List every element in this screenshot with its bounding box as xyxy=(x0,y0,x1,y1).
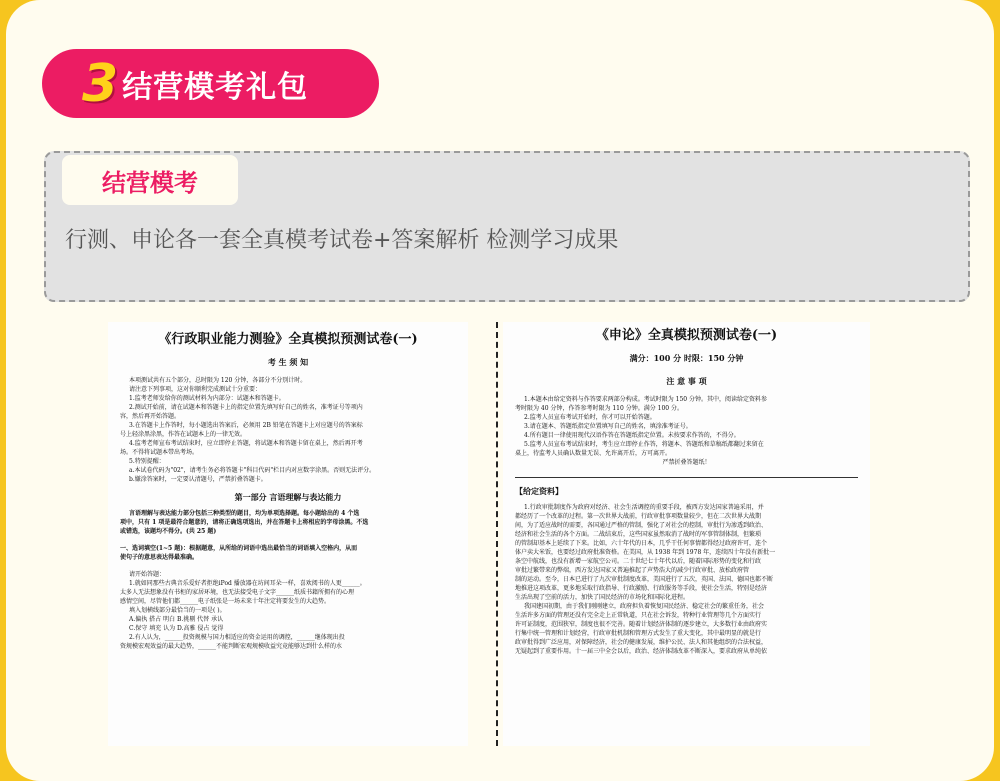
question-line: 1.就如同那些古典音乐爱好者拒绝iPod 播放器在坊间耳朵一样，喜欢阅书的人更______。 xyxy=(129,580,366,587)
question-line: 填入划横线部分最恰当的一项是( )。 xyxy=(129,607,226,614)
shenlun-exam-paper xyxy=(503,322,870,746)
section-intro-line: 言语理解与表达能力部分包括三种类型的题目，均为单项选择题。每小题给出的 4 个选 xyxy=(129,510,360,517)
xingce-exam-paper xyxy=(108,322,468,746)
paper-divider xyxy=(496,322,498,746)
question-line: 太多人无法想象没有书柜的家居环境，也无法接受电子文字______纸质书籍所拥有的心理 xyxy=(120,589,355,596)
material-line: 政审批得到广泛应用，对保障经济，社会的健康发展，维护公民、法人和其他组织的合法权益， xyxy=(515,639,768,646)
question-line: 资规模宏观效益的最大趋势，______不能判断宏观规模收益究竟能够达到什么样的水 xyxy=(120,643,343,650)
notice-line: a.本试卷代码为"02"，请考生务必将答题卡"科目代码"栏目内对应数字涂黑。否则无法评分。 xyxy=(129,467,376,474)
notice-line: 考时限为 40 分钟，作答参考时限为 110 分钟。满分 100 分。 xyxy=(515,405,683,412)
material-line: 行集中统一管理和计划经营，行政审批机制和管理方式发生了重大变化，其中最明显的就是行 xyxy=(515,630,762,637)
material-line: 的管制却基本上延续了下来。比如，六十年代的日本，几乎干任何事情都得经过政府许可，连个 xyxy=(515,540,768,547)
notice-line: 2.监考人员宣布考试开始时，你才可以开始答题。 xyxy=(524,414,656,421)
banner-number: 3 xyxy=(82,53,119,114)
shenlun-paper-title: 《申论》全真模拟预测试卷(一) xyxy=(595,328,778,343)
notice-line: 本项测试共有五个部分，总时限为 120 分钟，各部分不分别计时。 xyxy=(129,377,307,384)
closing-note: 严禁折叠答题纸！ xyxy=(662,459,711,466)
notice-line: 5.特别提醒： xyxy=(129,458,165,465)
notice-line: 5.监考人员宣布考试结束时，考生应立即停止作答，将题本、答题纸和草稿纸都翻过来留在 xyxy=(524,441,764,448)
material-line: 生活许多方面的管理还没有完全走上正常轨道，只在社会诉发，特种行业管理等几个方面实行 xyxy=(515,612,762,619)
material-line: 制的运动。至今，日本已进行了九次审批制度改革，美国进行了五次，英国、法国、德国也都不断 xyxy=(515,576,774,583)
xingce-paper-title: 《行政职业能力测验》全真模拟预测试卷(一) xyxy=(158,332,418,347)
notice-line: 1.监考老师发给你的测试材料为内部分：试题本和答题卡。 xyxy=(129,395,285,402)
section-title: 第一部分 言语理解与表达能力 xyxy=(234,492,342,502)
material-line: 体户卖大米饭，也要经过政府批准资格。在美国，从 1938 年到 1978 年，连续四十年没有新批一 xyxy=(515,549,776,556)
question-line: 2.有人认为，______投资规模与国力相适应的资金运用的调控，______继体现出投 xyxy=(129,634,345,641)
answer-option-line: C.保守 填充 认为 D.高雅 侵占 觉得 xyxy=(129,625,224,632)
page-card xyxy=(6,0,994,781)
notice-line: 4.所有题目一律使用现代汉语作答在答题纸指定位置。未按要求作答的，不得分。 xyxy=(524,432,740,439)
material-line: 地推进这项改革，更多地采取行政指导、行政激励、行政服务等手段，使社会生活，特别是经济 xyxy=(515,585,768,592)
notice-line: 4.监考老师宣布考试结束时，应立即停止答题，将试题本和答题卡留在桌上，然后再开考 xyxy=(129,440,363,447)
mock-exam-description: 行测、申论各一套全真模考试卷+答案解析 检测学习成果 xyxy=(65,228,619,253)
notice-line: 1.本题本由给定资料与作答要求两部分构成。考试时限为 150 分钟。其中，阅读给定资料参 xyxy=(524,396,767,403)
material-line: 经济和社会生活的各个方面。二战结束后，这些国家虽然取消了战时的军事管制体制，但繁琐 xyxy=(515,531,762,538)
material-line: 无疑起到了重要作用。十一届三中全会以后，政治、经济体制改革不断深入，要求政府从单纯依 xyxy=(515,648,768,655)
material-line: 审批过繁带来的弊端，西方发达国家又普遍推起了声势浩大的减少行政审批、放松政府管 xyxy=(515,567,750,574)
shenlun-notice-heading: 注 意 事 项 xyxy=(666,376,707,386)
question-instruction-line: 使句子的意思表达得最准确。 xyxy=(120,554,199,561)
mock-exam-info-box xyxy=(44,151,970,302)
question-instruction-line: 一、选词填空(1~5 题)：根据题意，从所给的词语中选出最恰当的词语填入空格内，从而 xyxy=(120,545,358,552)
notice-line: 2.测试开始前，请在试题本和答题卡上的指定位置先填写好自己的姓名，准考证号等项内 xyxy=(129,404,363,411)
gift-pack-banner xyxy=(42,49,379,118)
banner-title: 结营模考礼包 xyxy=(122,69,309,105)
material-line: 许可证制度，范围狭窄，制度也很不完善。随着计划经济体制的逐步建立，大多数行业由政府实 xyxy=(515,621,768,628)
material-line: 间，为了适应战时的需要，各国通过严格的管制，强化了对社会的控制，审批行为渗透到政治、 xyxy=(515,522,768,529)
material-line: 条空中航线，也没有新增一家航空公司。二十世纪七十年代以后，随着国际形势的变化和行政 xyxy=(515,558,762,565)
section-rule xyxy=(515,477,858,478)
material-heading: 【给定资料】 xyxy=(515,486,563,496)
question-line: 请开始答题： xyxy=(129,571,166,578)
notice-line: b.嫌涂答案时，一定要认清题号，严禁折叠答题卡。 xyxy=(129,476,267,483)
material-line: 我国建国初期，由于我们刚刚建立，政府担负着恢复国民经济、稳定社会的繁重任务，社会 xyxy=(524,603,765,610)
notice-line: 请注意下列事项，这对你顺利完成测试十分重要： xyxy=(129,386,262,393)
mock-exam-tag: 结营模考 xyxy=(62,155,238,205)
shenlun-paper-meta: 满分：100 分 时限：150 分钟 xyxy=(629,353,744,363)
notice-line: 桌上，待监考人员确认数量无误、允许离开后，方可离开。 xyxy=(515,450,672,457)
notice-line: 3.在答题卡上作答时，每小题选出答案后，必须用 2B 铅笔在答题卡上对应题号的答案标 xyxy=(129,422,363,429)
notice-line: 场。不得将试题本带出考场。 xyxy=(120,449,199,456)
section-intro-line: 项中，只有 1 项是最符合题意的，请将正确选项选出，并在答题卡上将相应的字母涂黑。不选 xyxy=(120,519,369,526)
answer-option-line: A.偏执 搭占 明白 B.挑剔 代替 承认 xyxy=(129,616,224,623)
question-line: 感情空间，尽管他们都______电子纸张是一场未来十年注定将要发生的大趋势。 xyxy=(120,598,331,605)
material-line: 生活出现了空前的活力，加快了国民经济的市场化和国际化进程。 xyxy=(515,594,690,601)
xingce-notice-heading: 考 生 须 知 xyxy=(267,357,309,367)
section-intro-line: 或错选，该题均不得分。(共 25 题) xyxy=(120,528,217,535)
notice-line: 号上轻涂黑涂黑，作答在试题本上的一律无效。 xyxy=(120,431,247,438)
notice-line: 容，然后再开始答题。 xyxy=(120,413,181,420)
material-line: 都经历了一个改革的过程。第一次世界大战前，行政审批事项数量较少，但在二次世界大战期 xyxy=(515,513,762,520)
material-line: 1.行政审批制度作为政府对经济、社会生活调控的重要手段，被西方发达国家普遍采用，并 xyxy=(524,504,764,511)
notice-line: 3.请在题本、答题纸指定位置填写自己的姓名，填涂准考证号。 xyxy=(524,423,692,430)
